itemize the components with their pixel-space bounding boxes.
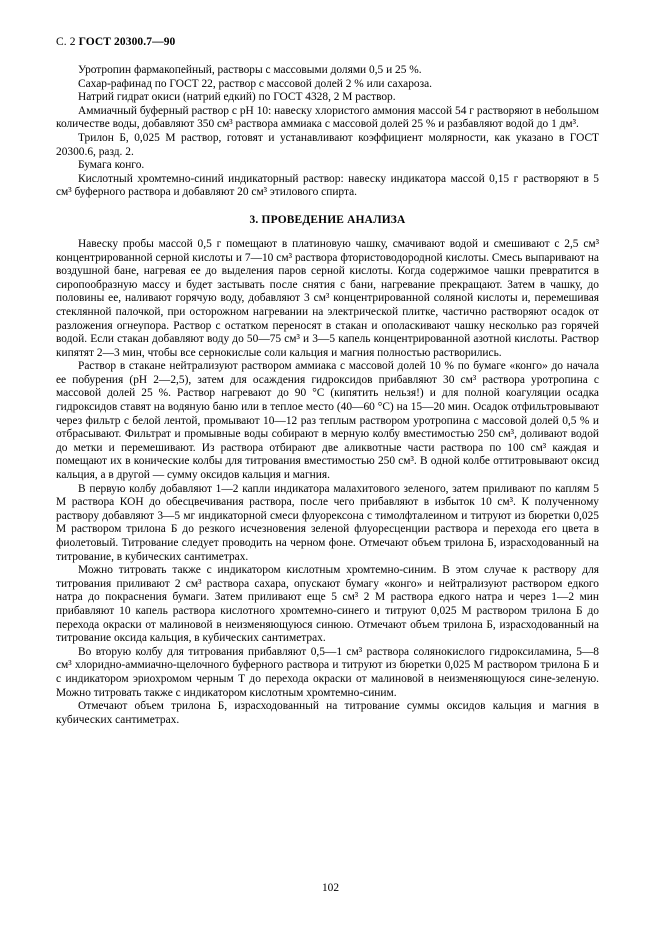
- paragraph: Навеску пробы массой 0,5 г помещают в платиновую чашку, смачивают водой и смешивают с 2,5 см³ концентрированной серной кислоты и 7—10 см³ раствора фтористоводородной кислоты. Смесь выпаривают на воздушной бане, нагревая ее до выделения паров серной кислоты. Когда содержимое чашки превратится в сиропообразную массу и будет застывать после снятия с бани, нагревание прекращают. Затем в чашку, до половины ее, наливают горячую воду, добавляют 3 см³ концентрированной соляной кислоты и, перемешивая стеклянной палочкой, при осторожном нагревании на электрической плитке, частично растворяют осадок от разложения огнеупора. Раствор с остатком переносят в стакан и ополаскивают чашку несколько раз горячей водой. Если стакан добавляют воду до 50—75 см³ и 3—5 капель концентрированной азотной кислоты. Раствор кипятят 2—3 мин, чтобы все сернокислые соли кальция и магния полностью растворились.: [56, 237, 599, 359]
- intro-section: [56, 64, 599, 200]
- section-heading: [56, 214, 599, 226]
- header-standard: ГОСТ 20300.7—90: [78, 36, 176, 48]
- page-footer: [0, 882, 661, 894]
- paragraph: Во вторую колбу для титрования прибавляют 0,5—1 см³ раствора солянокислого гидроксиламина, 5—8 см³ хлоридно-аммиачно-щелочного буферного раствора и титруют из бюретки 0,025 М раствором трилона Б и с индикатором эриохромом черным Т до перехода окраски от малиновой в неизменяющуюся сине-зеленую. Можно титровать также с индикатором кислотным хромтемно-синим.: [56, 645, 599, 699]
- paragraph: Сахар-рафинад по ГОСТ 22, раствор с массовой долей 2 % или сахароза.: [78, 77, 432, 90]
- paragraph: Натрий гидрат окиси (натрий едкий) по ГОСТ 4328, 2 М раствор.: [78, 91, 396, 104]
- paragraph: Можно титровать также с индикатором кислотным хромтемно-синим. В этом случае к раствору для титрования приливают 2 см³ раствора сахара, опускают бумагу «конго» и нейтрализуют раствором едкого натра до покраснения бумаги. Затем приливают еще 5 см³ 2 М раствора едкого натра и через 1—2 мин прибавляют 10 капель раствора кислотного хромтемно-синего и титруют 0,025 М раствором трилона Б до перехода окраски от малиновой в неизменяющуюся синюю. Отмечают объем трилона Б, израсходованный на титрование оксида кальция, в кубических сантиметрах.: [56, 564, 599, 645]
- paragraph: Трилон Б, 0,025 М раствор, готовят и устанавливают коэффициент молярности, как указано в ГОСТ 20300.6, разд. 2.: [56, 131, 599, 158]
- paragraph: Уротропин фармакопейный, растворы с массовыми долями 0,5 и 25 %.: [78, 64, 422, 76]
- analysis-section: [56, 238, 599, 727]
- paragraph: Аммиачный буферный раствор с рН 10: навеску хлористого аммония массой 54 г растворяют в небольшом количестве воды, добавляют 350 см³ раствора аммиака с массовой долей 25 % и разбавляют водой до 1 дм³.: [56, 104, 599, 131]
- paragraph: Кислотный хромтемно-синий индикаторный раствор: навеску индикатора массой 0,15 г растворяют в 5 см³ буферного раствора и добавляют 20 см³ этилового спирта.: [56, 172, 599, 199]
- section-number: 3.: [249, 213, 259, 226]
- paragraph: Отмечают объем трилона Б, израсходованный на титрование суммы оксидов кальция и магния в кубических сантиметрах.: [56, 700, 599, 726]
- paragraph: Бумага конго.: [78, 159, 145, 172]
- paragraph: В первую колбу добавляют 1—2 капли индикатора малахитового зеленого, затем приливают по каплям 5 М раствора КОН до обесцвечивания раствора, после чего прибавляют в избыток 10 см³. К полученному раствору добавляют 3—5 мг индикаторной смеси флуорексона с тимолфталеином и титруют из бюретки 0,025 М раствором трилона Б до резкого исчезновения зеленой флуоресценции раствора и перехода его цвета в фиолетовый. Титрование следует проводить на черном фоне. Отмечают объем трилона Б, израсходованный на титрование, в кубических сантиметрах.: [56, 482, 599, 563]
- header-page-label: С. 2: [56, 36, 76, 48]
- footer-page-number: 102: [321, 882, 340, 894]
- section-title-text: ПРОВЕДЕНИЕ АНАЛИЗА: [261, 213, 406, 226]
- paragraph: Раствор в стакане нейтрализуют раствором аммиака с массовой долей 10 % по бумаге «конго» до начала ее побурения (рН 2—2,5), затем для осаждения гидроксидов прибавляют 30 см³ раствора уротропина с массовой долей 25 %. Раствор нагревают до 90 °С (кипятить нельзя!) и для полной коагуляции осадка гидроксидов ставят на водяную баню или в теплое место (40—60 °С) на 15—20 мин. Осадок отфильтровывают через фильтр с белой лентой, промывают 10—12 раз теплым раствором уротропина с массовой долей 0,5 % и отбрасывают. Фильтрат и промывные воды собирают в мерную колбу вместимостью 250 см³, доливают водой до метки и перемешивают. Из раствора отбирают две аликвотные части раствора по 100 см³ каждая и помещают их в конические колбы для титрования вместимостью 250 см³. В одной колбе оттитровывают оксид кальция, а в другой — сумму оксидов кальция и магния.: [56, 360, 599, 482]
- page-header: [56, 36, 599, 48]
